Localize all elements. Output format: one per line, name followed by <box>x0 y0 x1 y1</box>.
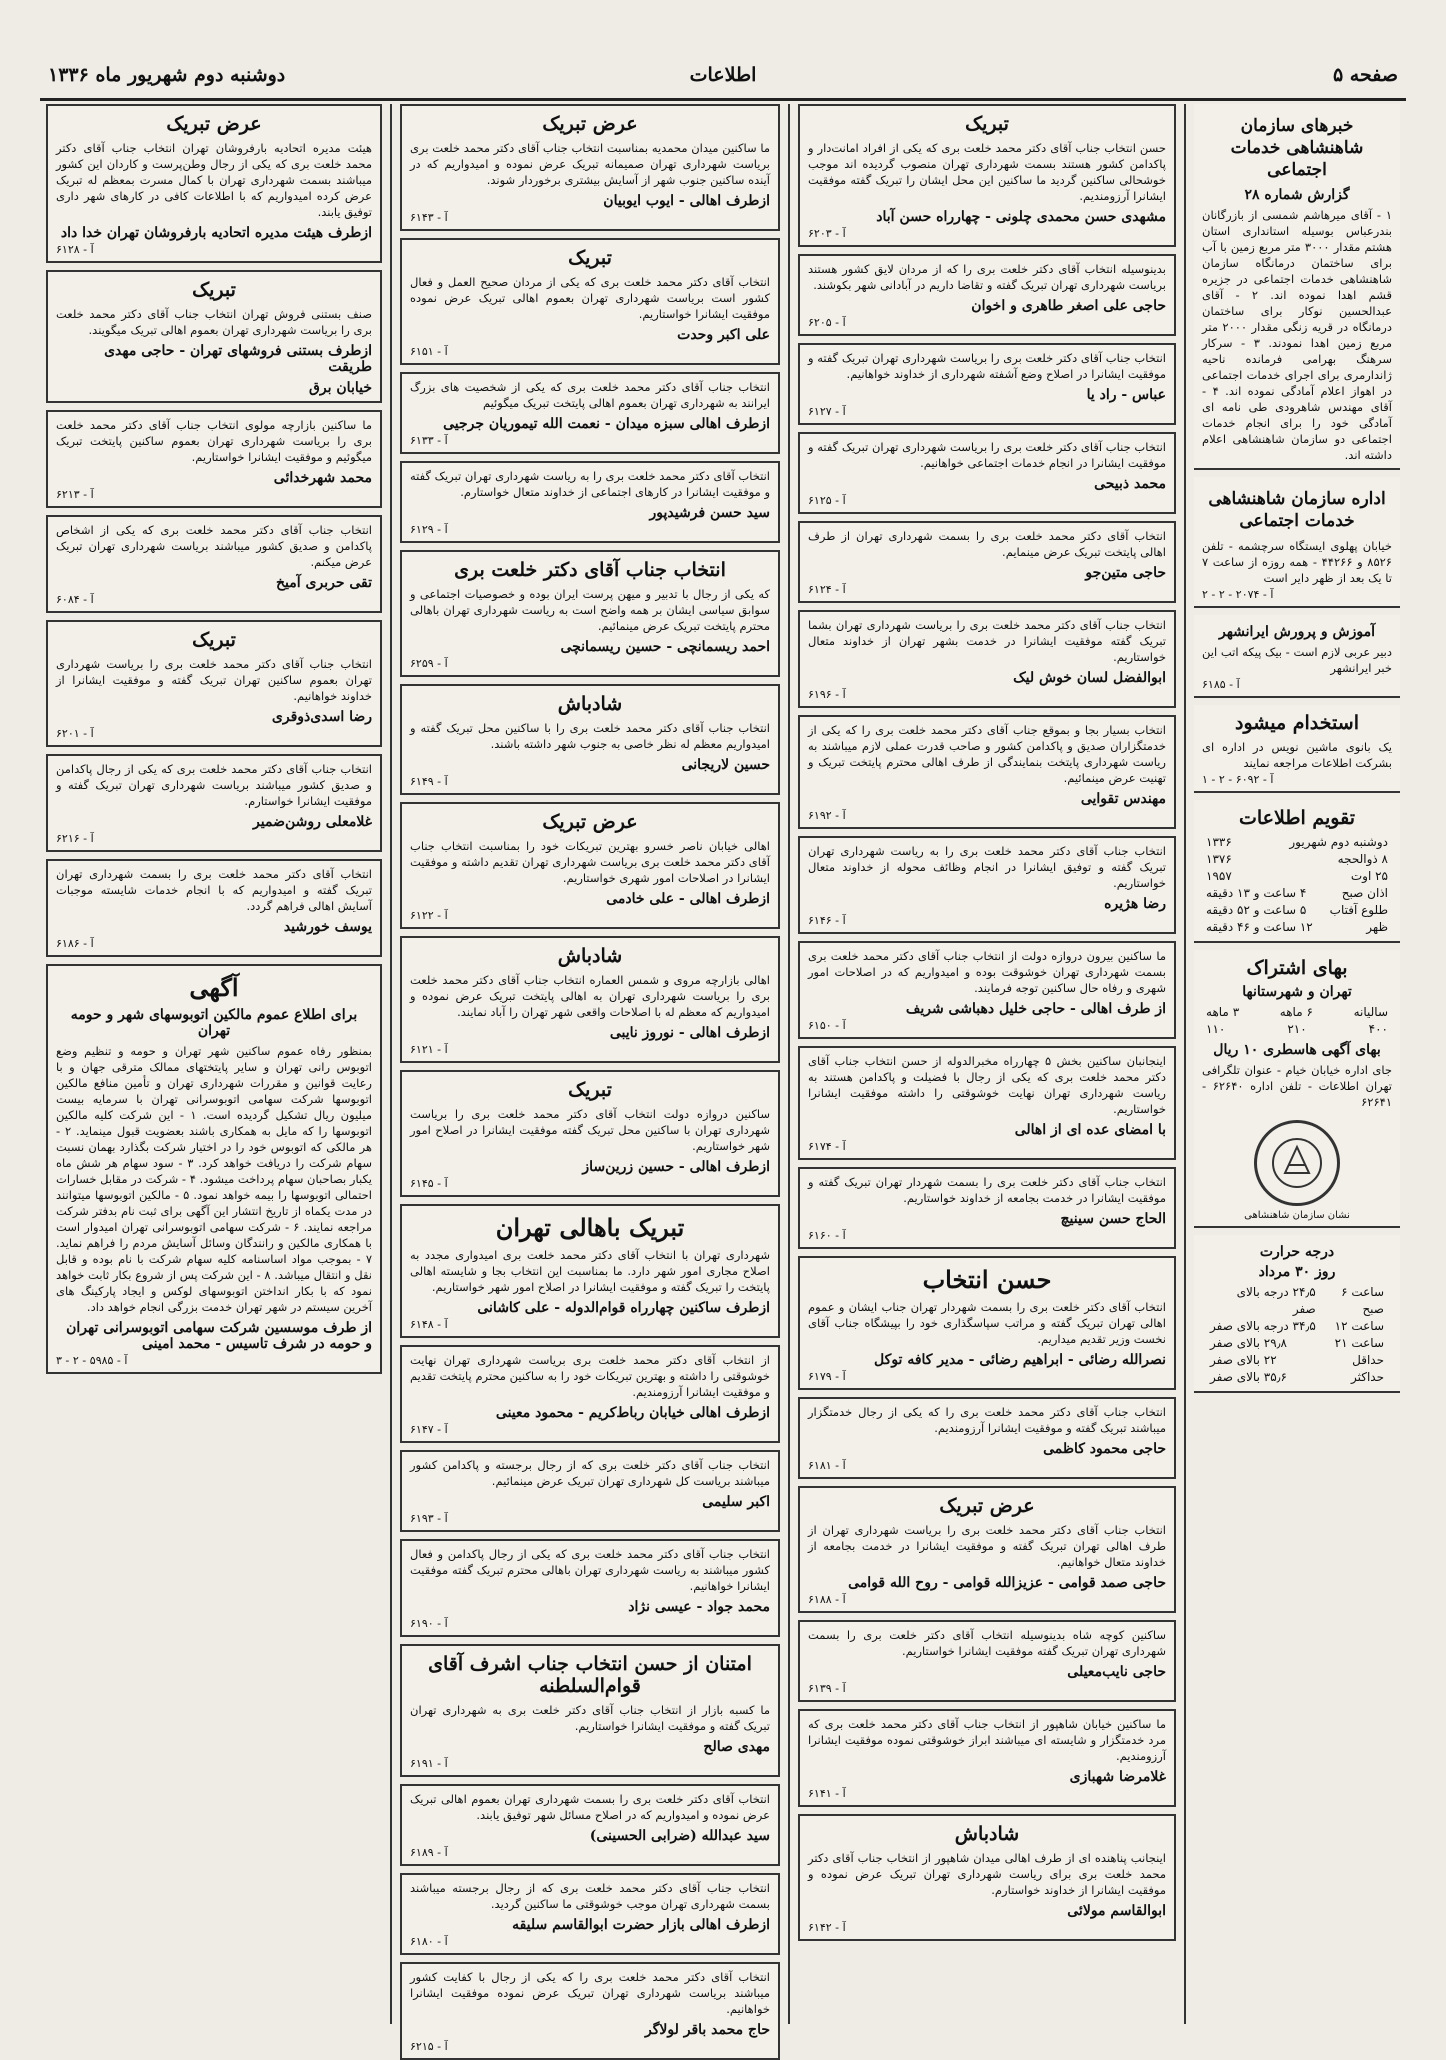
calendar-row <box>1202 885 1392 902</box>
notice-code: آ - ۶۱۲۵ <box>808 494 846 507</box>
notice-body: انتخاب آقای دکتر خلعت بری را بسمت شهردار تهران جناب ایشان و عموم اهالی تهران تبریک گفته و مراتب سپاسگذاری خود را بپیشگاه جناب آقای نخست وزیر تقدیم میداریم. <box>808 1300 1166 1346</box>
news-subtitle: گزارش شماره ۲۸ <box>1244 187 1350 203</box>
notice-code: آ - ۶۰۸۴ <box>56 593 94 606</box>
notice-signature: ازطرف اهالی بازار حضرت ابوالقاسم سلیقه <box>512 1917 770 1933</box>
temperature-row <box>1206 1369 1388 1386</box>
notice-box <box>798 1256 1176 1390</box>
notice-box <box>400 1784 780 1866</box>
price-table <box>1202 1004 1392 1038</box>
notice-code: آ - ۶۱۸۰ <box>410 1935 448 1948</box>
notice-title: عرض تبریک <box>542 811 638 833</box>
notice-signature: مهدی صالح <box>703 1739 770 1755</box>
notice-signature: حاجی علی اصغر طاهری و اخوان <box>971 298 1166 314</box>
notice-signature: اکبر سلیمی <box>702 1494 770 1510</box>
notice-box <box>798 836 1176 934</box>
notice-signature: علی اکبر وحدت <box>677 327 770 343</box>
notice-body: که یکی از رجال با تدبیر و میهن پرست ایران بوده و خصوصیات اجتماعی و سوابق سیاسی ایشان بر همه واضح است به ریاست شهرداری تهران باهالی محترم پایتخت تبریک عرض مینمائیم. <box>410 587 770 633</box>
hire-body: یک بانوی ماشین نویس در اداره ای بشرکت اطلاعات مراجعه نمایند <box>1202 740 1392 770</box>
notice-signature: رضا اسدی‌ذوقری <box>271 709 372 725</box>
notice-body: انتخاب آقای دکتر خلعت بری را بسمت شهرداری تهران بعموم اهالی تبریک عرض نموده و امیدواریم که در اصلاح مسائل شهر توفیق یابند. <box>410 1792 770 1822</box>
temperature-row <box>1206 1318 1388 1335</box>
notice-body: ساکنین دروازه دولت انتخاب آقای دکتر محمد خلعت بری را بریاست شهرداری تهران با ساکنین محل تبریک گفته موفقیت ایشانرا در اصلاح امور شهر خواستاریم. <box>410 1107 770 1153</box>
notice-code: آ - ۵۹۸۵ - ۲ - ۳ <box>56 1354 128 1367</box>
notice-body: صنف بستنی فروش تهران انتخاب جناب آقای دکتر محمد خلعت بری را بریاست شهرداری تهران بعموم اهالی تبریک میگویند. <box>56 307 372 337</box>
notice-title: عرض تبریک <box>542 113 638 135</box>
notice-signature: سید حسن فرشیدپور <box>649 505 770 521</box>
price-title: بهای اشتراک <box>1246 957 1348 979</box>
notice-signature: عباس - راد یا <box>1086 387 1166 403</box>
notice-signature: تقی حربری آمیخ <box>275 575 372 591</box>
price-section <box>1194 950 1400 1228</box>
notice-body: ما ساکنین خیابان شاهپور از انتخاب جناب آقای دکتر محمد خلعت بری که مرد خدمتگزار و شایسته ای میباشند ابراز خوشوقتی نموده موفقیت ایشانرا آرزومندیم. <box>808 1717 1166 1763</box>
notice-code: آ - ۶۱۹۱ <box>410 1757 448 1770</box>
notice-title: تبریک <box>965 113 1009 135</box>
notice-code: آ - ۶۱۸۶ <box>56 937 94 950</box>
notice-title: شادباش <box>954 1823 1020 1845</box>
notice-code: آ - ۶۲۰۱ <box>56 727 94 740</box>
calendar-label: اذان صبح <box>1341 886 1388 900</box>
notice-code: آ - ۶۱۳۳ <box>410 434 448 447</box>
notice-box <box>798 941 1176 1039</box>
temperature-value: ۳۴٫۵ درجه بالای صفر <box>1210 1319 1316 1333</box>
notice-box <box>46 964 382 1374</box>
notice-body: انتخاب جناب آقای دکتر محمد خلعت بری را با ساکنین محل تبریک گفته و امیدواریم معظم له نظر خاصی به جنوب شهر داشته باشند. <box>410 721 770 751</box>
notice-title: تبریک <box>568 1079 612 1101</box>
notice-code: آ - ۶۲۱۶ <box>56 832 94 845</box>
calendar-value: ۱۳۳۶ <box>1206 835 1232 849</box>
price-cell: ۴۰۰ <box>1368 1022 1388 1036</box>
notice-signature: ابوالفضل لسان خوش لیک <box>1013 670 1166 686</box>
temperature-label: ساعت ۱۲ <box>1334 1319 1384 1333</box>
notice-body: بدینوسیله انتخاب آقای دکتر خلعت بری را که از مردان لایق کشور هستند بریاست شهرداری تهران تبریک گفته و تقاضا داریم در آبادانی شهر بکوشند. <box>808 262 1166 292</box>
price-cell: ۳ ماهه <box>1206 1005 1240 1019</box>
notice-box <box>400 104 780 231</box>
columns <box>40 104 1406 2053</box>
temp-title: درجه حرارت <box>1259 1244 1335 1260</box>
hire-code: آ - ۶۰۹۲ - ۲ - ۱ <box>1202 773 1274 786</box>
notice-box <box>400 238 780 365</box>
notice-signature: ازطرف اهالی - حسین زرین‌ساز <box>582 1159 770 1175</box>
notice-code: آ - ۶۱۴۲ <box>808 1921 846 1934</box>
news-title: خبرهای سازمان شاهنشاهی خدمات اجتماعی <box>1230 116 1364 180</box>
notice-title: انتخاب جناب آقای دکتر خلعت بری <box>454 559 726 581</box>
notice-box <box>400 1070 780 1197</box>
notice-box <box>400 1450 780 1532</box>
notice-code: آ - ۶۱۴۸ <box>410 1318 448 1331</box>
school-code: آ - ۶۱۸۵ <box>1202 678 1240 691</box>
column-divider <box>390 104 392 2024</box>
notice-signature: ازطرف اهالی - نوروز نایبی <box>609 1025 770 1041</box>
notice-body: انتخاب آقای دکتر محمد خلعت بری را بسمت شهرداری تهران از طرف اهالی پایتخت تبریک عرض مینمایم. <box>808 529 1166 559</box>
notice-signature: الحاج حسن سینیچ <box>1060 1211 1166 1227</box>
notice-code: آ - ۶۱۷۴ <box>808 1140 846 1153</box>
notice-box <box>400 550 780 677</box>
calendar-title: تقویم اطلاعات <box>1238 807 1355 829</box>
notice-body: انتخاب جناب آقای دکتر محمد خلعت بری که یکی از رجال پاکدامن و صدیق کشور میباشند بریاست شهرداری تهران تبریک گفته و موفقیت ایشانرا خواستارم. <box>56 762 372 808</box>
notice-signature: ازطرف اهالی سبزه میدان - نعمت الله تیموریان جرجیی <box>443 416 770 432</box>
price-row <box>1202 1021 1392 1038</box>
notice-code: آ - ۶۱۶۰ <box>808 1229 846 1242</box>
notice-signature: ازطرف بستنی فروشهای تهران - حاجی مهدی طریقت <box>104 343 372 375</box>
notice-body: اینجانب پناهنده ای از طرف اهالی میدان شاهپور از انتخاب جناب آقای دکتر محمد خلعت بری برای ریاست شهرداری تهران تبریک عرض نموده و موفقیت ایشانرا از خداوند خواستارم. <box>808 1851 1166 1897</box>
notice-box <box>46 620 382 747</box>
notice-code: آ - ۶۱۴۶ <box>808 914 846 927</box>
notice-signature: ازطرف اهالی - علی خادمی <box>606 891 770 907</box>
price-single: بهای آگهی هاسطری ۱۰ ریال <box>1213 1042 1381 1058</box>
notice-title: تبریک <box>568 247 612 269</box>
notice-body: ما ساکنین بازارچه مولوی انتخاب جناب آقای دکتر محمد خلعت بری را بریاست شهرداری تهران بعموم ساکنین پایتخت تبریک میگوئیم و موفقیت ایشانرا خواستاریم. <box>56 418 372 464</box>
notice-box <box>798 1814 1176 1941</box>
notice-body: شهرداری تهران با انتخاب آقای دکتر محمد خلعت بری امیدواری مجدد به اصلاح مجاری امور شهر دارد. ما بمناسبت این انتخاب بجا و شایسته اهالی پایتخت را تبریک گفته و موفقیت ایشانرا در اصلاح امور شهر خواستاریم. <box>410 1248 770 1294</box>
office-section <box>1194 477 1400 608</box>
notice-code: آ - ۶۱۴۷ <box>410 1423 448 1436</box>
hire-title: استخدام میشود <box>1235 712 1359 734</box>
notice-box <box>46 515 382 613</box>
notice-body: انتخاب آقای دکتر محمد خلعت بری را که یکی از رجال با کفایت کشور میباشند بریاست شهرداری تهران تبریک عرض نموده موفقیت ایشانرا خواهانیم. <box>410 1970 770 2016</box>
notice-code: آ - ۶۱۴۳ <box>410 211 448 224</box>
temperature-value: ۲۴٫۵ درجه بالای صفر <box>1236 1285 1316 1316</box>
page-number: صفحه ۵ <box>1332 64 1398 86</box>
notice-body: انتخاب جناب آقای دکتر خلعت بری را بریاست شهرداری تهران تبریک گفته و موفقیت ایشانرا در اصلاح وضع آشفته شهرداری از خداوند خواهانیم. <box>808 351 1166 381</box>
notice-signature: حاج محمد باقر لولاگر <box>644 2022 770 2038</box>
temperature-label: حداقل <box>1352 1353 1384 1367</box>
emblem-icon <box>1254 1120 1340 1206</box>
notice-code: آ - ۶۱۵۰ <box>808 1019 846 1032</box>
notice-box <box>46 410 382 508</box>
notice-code: آ - ۶۱۹۰ <box>410 1617 448 1630</box>
notice-code: آ - ۶۱۲۲ <box>410 909 448 922</box>
notice-title: عرض تبریک <box>939 1495 1035 1517</box>
notice-body: انتخاب آقای دکتر محمد خلعت بری را به ریاست شهرداری تهران تبریک گفته و موفقیت ایشانرا در کارهای اجتماعی از خداوند متعال خواستارم. <box>410 469 770 499</box>
notice-body: ما کسبه بازار از انتخاب جناب آقای دکتر خلعت بری به شهرداری تهران تبریک گفته و موفقیت ایشانرا خواستاریم. <box>410 1703 770 1733</box>
calendar-row <box>1202 902 1392 919</box>
notice-box <box>46 859 382 957</box>
calendar-section <box>1194 800 1400 943</box>
notice-code: آ - ۶۱۲۷ <box>808 405 846 418</box>
notice-code: آ - ۶۱۲۸ <box>56 243 94 256</box>
emblem-caption: نشان سازمان شاهنشاهی <box>1244 1210 1350 1221</box>
notice-code: آ - ۶۱۴۵ <box>410 1177 448 1190</box>
price-cell: ۱۱۰ <box>1206 1022 1226 1036</box>
notice-box <box>400 684 780 795</box>
notice-body: بمنظور رفاه عموم ساکنین شهر تهران و حومه و تنظیم وضع اتوبوس رانی تهران و سایر پایتختهای ممالک مترقی جهان و با رعایت قوانین و مقررات شهرداری تهران و تأمین منافع مالکین اتوبوسها شرکت سهامی اتوبوسرانی تهران با سرمایه بیست میلیون ریال تشکیل گردیده است. ۱ - این شرکت کلیه مالکین اتوبوسها را که مایل به همکاری باشند بعضویت قبول مینماید. ۲ - هر مالکی که اتوبوس خود را در اختیار شرکت بگذارد بهمان نسبت سهام شرکت را دریافت خواهد کرد. ۳ - سود سهام هر شش ماه یکبار بصاحبان سهام پرداخت میشود. ۴ - شرکت در مقابل خسارات احتمالی اتوبوسها را بیمه خواهد نمود. ۵ - مالکین اتوبوسها میتوانند در مدت یکماه از تاریخ انتشار این آگهی برای ثبت نام بدفتر شرکت مراجعه نمایند. ۶ - شرکت سهامی اتوبوسرانی تهران امیدوار است با همکاری مالکین و رانندگان وسائل آسایش مردم را فراهم نماید. ۷ - بموجب مواد اساسنامه کلیه سهام شرکت با نام بوده و قابل نقل و انتقال میباشد. ۸ - این شرکت پس از شروع بکار ثابت خواهد نمود که با بکار انداختن اتوبوسهای لوکس و ایجاد پارکینگ های آخرین سیستم در شهر تهران خدمت بزرگی انجام خواهد داد. <box>56 1044 373 1314</box>
notice-body: از انتخاب آقای دکتر محمد خلعت بری بریاست شهرداری تهران نهایت خوشوقتی را داشته و بهترین تبریکات خود را به ساکنین محترم پایتخت تقدیم و موفقیت ایشانرا آرزومندیم. <box>410 1353 770 1399</box>
notice-signature: محمد ذبیحی <box>1094 476 1166 492</box>
notice-body: انتخاب جناب آقای دکتر محمد خلعت بری که از رجال برجسته میباشند بسمت شهرداری تهران موجب خوشوقتی ما ساکنین گردید. <box>410 1881 770 1911</box>
notice-signature: یوسف خورشید <box>283 919 372 935</box>
calendar-row <box>1202 868 1392 885</box>
notice-box <box>400 1345 780 1443</box>
temperature-value: ۲۹٫۸ بالای صفر <box>1210 1336 1287 1350</box>
price-cell: ۶ ماهه <box>1279 1005 1313 1019</box>
notice-body: انتخاب آقای دکتر محمد خلعت بری را بسمت شهرداری تهران تبریک گفته و امیدواریم که با انجام خدمات شایسته موجبات آسایش اهالی فراهم گردد. <box>56 867 372 913</box>
notice-box <box>400 1204 780 1338</box>
notice-signature: محمد جواد - عیسی نژاد <box>628 1599 770 1615</box>
notice-code: آ - ۶۱۸۹ <box>410 1846 448 1859</box>
notice-code: آ - ۶۲۰۳ <box>808 227 846 240</box>
notice-box <box>798 1046 1176 1160</box>
notice-box <box>798 715 1176 829</box>
notice-box <box>798 1620 1176 1702</box>
temperature-table <box>1202 1284 1392 1386</box>
news-section <box>1194 104 1400 470</box>
calendar-label: طلوع آفتاب <box>1329 903 1388 917</box>
school-ad <box>1194 615 1400 698</box>
notice-box <box>46 104 382 263</box>
calendar-row <box>1202 851 1392 868</box>
notice-body: ساکنین کوچه شاه بدینوسیله انتخاب آقای دکتر خلعت بری را بسمت شهرداری تهران تبریک گفته موفقیت ایشانرا خواستاریم. <box>808 1628 1166 1658</box>
address: جای اداره خیابان خیام - عنوان تلگرافی تهران اطلاعات - تلفن اداره ۶۲۶۴۰ - ۶۲۶۴۱ <box>1202 1063 1392 1109</box>
notice-signature: حاجی متین‌جو <box>1085 565 1166 581</box>
notice-box <box>46 754 382 852</box>
calendar-label: ظهر <box>1366 920 1388 934</box>
column-divider <box>1184 104 1186 2024</box>
notice-code: آ - ۶۱۹۶ <box>808 688 846 701</box>
notice-box <box>798 254 1176 336</box>
notice-body: انتخاب جناب آقای دکتر محمد خلعت بری را بریاست شهرداری تهران بعموم ساکنین تهران تبریک گفته و موفقیت ایشانرا از خداوند خواهانیم. <box>56 657 372 703</box>
calendar-value: ۱۹۵۷ <box>1206 869 1232 883</box>
notice-signature: از طرف موسسین شرکت سهامی اتوبوسرانی تهران و حومه در شرف تاسیس - محمد امینی <box>66 1320 372 1352</box>
school-body: دبیر عربی لازم است - بیک پیکه اتب این خبر ایرانشهر <box>1202 645 1392 675</box>
notice-body: انتخاب جناب آقای دکتر محمد خلعت بری را که یکی از رجال خدمتگزار میباشند تبریک گفته و موفقیت ایشانرا آرزومندیم. <box>808 1405 1166 1435</box>
calendar-value: ۵ ساعت و ۵۲ دقیقه <box>1206 903 1307 917</box>
calendar-label: ۲۵ اوت <box>1350 869 1388 883</box>
notice-signature: حاجی محمود کاظمی <box>1043 1441 1166 1457</box>
notice-box <box>798 104 1176 247</box>
notice-body: انتخاب جناب آقای دکتر محمد خلعت بری که یکی از رجال پاکدامن و فعال کشور میباشند به ریاست شهرداری تهران باهالی محترم تبریک گفته موفقیت ایشانرا خواهانیم. <box>410 1547 770 1593</box>
notice-code: آ - ۶۱۲۱ <box>410 1043 448 1056</box>
office-title: اداره سازمان شاهنشاهی خدمات اجتماعی <box>1208 489 1386 531</box>
notice-code: آ - ۶۱۵۱ <box>410 345 448 358</box>
notice-box <box>798 343 1176 425</box>
notice-body: انتخاب جناب آقای دکتر محمد خلعت بری را بریاست شهرداری تهران از طرف اهالی تهران تبریک گفته و موفقیت ایشانرا در خدمت بجامعه از خداوند متعال خواهانیم. <box>808 1523 1166 1569</box>
price-cell: سالیانه <box>1353 1005 1388 1019</box>
notice-box <box>798 610 1176 708</box>
notice-signature: از طرف اهالی - حاجی خلیل دهباشی شریف <box>905 1001 1166 1017</box>
notice-code: آ - ۶۱۴۹ <box>410 775 448 788</box>
price-cell: ۲۱۰ <box>1287 1022 1307 1036</box>
notice-body: انتخاب جناب آقای دکتر محمد خلعت بری را به ریاست شهرداری تهران تبریک گفته و توفیق ایشانرا در انجام وظائف محوله از خداوند متعال خواستاریم. <box>808 844 1166 890</box>
notice-subtitle: برای اطلاع عموم مالکین اتوبوسهای شهر و حومه تهران <box>70 1007 358 1039</box>
notice-box <box>798 432 1176 514</box>
calendar-value: ۱۳۷۶ <box>1206 852 1232 866</box>
temp-subtitle: روز ۳۰ مرداد <box>1258 1264 1336 1280</box>
notice-body: انتخاب جناب آقای دکتر خلعت بری را بریاست شهرداری تهران تبریک گفته و موفقیت ایشانرا در انجام خدمات اجتماعی خواهانیم. <box>808 440 1166 470</box>
notice-box <box>400 1644 780 1777</box>
calendar-label: ۸ ذوالحجه <box>1337 852 1388 866</box>
notice-signature-2: خیابان برق <box>309 380 372 396</box>
notice-box <box>798 1397 1176 1479</box>
notice-signature: رضا هژیره <box>1104 896 1166 912</box>
price-subtitle: تهران و شهرستانها <box>1242 984 1352 1000</box>
notice-body: انتخاب جناب آقای دکتر خلعت بری را بسمت شهردار تهران تبریک گفته و موفقیت ایشانرا در خدمت بجامعه از خداوند خواستاریم. <box>808 1175 1166 1205</box>
office-body: خیابان پهلوی ایستگاه سرچشمه - تلفن ۸۵۲۶ و ۴۴۲۶۶ - همه روزه از ساعت ۷ تا یک بعد از ظهر دایر است <box>1202 539 1392 585</box>
notice-box <box>46 270 382 403</box>
page-header <box>40 58 1406 101</box>
notice-signature: سید عبدالله (ضرابی الحسینی) <box>589 1828 770 1844</box>
notice-code: آ - ۶۱۸۸ <box>808 1593 846 1606</box>
notice-code: آ - ۶۱۴۱ <box>808 1787 846 1800</box>
notice-signature: ازطرف اهالی خیابان رباط‌کریم - محمود معینی <box>495 1405 770 1421</box>
notice-box <box>798 1709 1176 1807</box>
notice-code: آ - ۶۲۱۳ <box>56 488 94 501</box>
notice-body: اینجانبان ساکنین بخش ۵ چهارراه مخبرالدوله از حسن انتخاب جناب آقای دکتر محمد خلعت بری که یکی از رجال با فضیلت و پاکدامن هستند به ریاست شهرداری تهران نهایت خوشوقتی را داشته موفقیت ایشانرا خواستاریم. <box>808 1054 1166 1116</box>
notice-code: آ - ۶۲۰۵ <box>808 316 846 329</box>
notice-title: شادباش <box>557 693 623 715</box>
notice-title: آگهی <box>189 973 239 1002</box>
notice-signature: حاجی صمد قوامی - عزیزالله قوامی - روح الله قوامی <box>848 1575 1166 1591</box>
notice-signature: ازطرف ساکنین چهارراه قوام‌الدوله - علی کاشانی <box>477 1300 770 1316</box>
notice-body: ما ساکنین میدان محمدیه بمناسبت انتخاب جناب آقای دکتر محمد خلعت بری بریاست شهرداری تهران صمیمانه تبریک عرض نموده و امیدواریم که در آینده ساکنین جنوب شهر از آسایش بیشتری برخوردار شوند. <box>410 141 770 187</box>
notice-box <box>798 1167 1176 1249</box>
notice-code: آ - ۶۲۵۹ <box>410 657 448 670</box>
notice-body: انتخاب بسیار بجا و بموقع جناب آقای دکتر محمد خلعت بری را که یکی از خدمتگزاران صدیق و پاکدامن کشور و صاحب قدرت عملی لازم میباشند به ریاست شهرداری پایتخت بنمایندگی از طرف اهالی محترم پایتخت تبریک و تهنیت عرض مینمائیم. <box>808 723 1166 785</box>
column-4 <box>40 104 388 2024</box>
notice-box <box>400 1539 780 1637</box>
temperature-row <box>1206 1284 1388 1318</box>
notice-signature: غلامعلی روشن‌ضمیر <box>253 814 372 830</box>
calendar-value: ۴ ساعت و ۱۳ دقیقه <box>1206 886 1307 900</box>
price-row <box>1202 1004 1392 1021</box>
calendar-row <box>1202 919 1392 936</box>
notice-box <box>400 372 780 454</box>
notice-code: آ - ۶۱۹۲ <box>808 809 846 822</box>
temperature-row <box>1206 1352 1388 1369</box>
school-title: آموزش و پرورش ایرانشهر <box>1218 624 1376 640</box>
notice-title: عرض تبریک <box>166 113 262 135</box>
notice-body: اهالی بازارچه مروی و شمس العماره انتخاب جناب آقای دکتر محمد خلعت بری را بریاست شهرداری تهران به اهالی پایتخت تبریک عرض نموده و امیدواریم که معظم له با اصلاحات واقعی شهر تهران را آباد نمایند. <box>410 973 770 1019</box>
notice-body: اهالی خیابان ناصر خسرو بهترین تبریکات خود را بمناسبت انتخاب جناب آقای دکتر محمد خلعت بری بریاست شهرداری تهران تقدیم داشته و موفقیت ایشانرا در اصلاحات امور شهری خواستاریم. <box>410 839 770 885</box>
newspaper-name: اطلاعات <box>689 64 757 86</box>
notice-box <box>400 1962 780 2060</box>
notice-code: آ - ۶۱۸۱ <box>808 1459 846 1472</box>
column-divider <box>788 104 790 2024</box>
office-code: آ - ۲۰۷۴ - ۲ - ۲ <box>1202 588 1274 601</box>
notice-signature: نصرالله رضائی - ابراهیم رضائی - مدیر کافه توکل <box>874 1352 1166 1368</box>
notice-box <box>798 1486 1176 1613</box>
notice-code: آ - ۶۱۲۹ <box>410 523 448 536</box>
notice-body: انتخاب جناب آقای دکتر محمد خلعت بری را بریاست شهرداری تهران بشما تبریک گفته موفقیت ایشانرا در خدمت بشهر تهران از خداوند متعال خواستاریم. <box>808 618 1166 664</box>
notice-signature: با امضای عده ای از اهالی <box>1014 1122 1166 1138</box>
notice-body: انتخاب جناب آقای دکتر محمد خلعت بری که یکی از اشخاص پاکدامن و صدیق کشور میباشند بریاست شهرداری تهران تبریک عرض میکنم. <box>56 523 372 569</box>
notice-title: تبریک <box>192 279 236 301</box>
notice-title: امتنان از حسن انتخاب جناب اشرف آقای قوام‌السلطنه <box>428 1653 752 1697</box>
notice-signature: ابوالقاسم مولائی <box>1067 1903 1166 1919</box>
notice-signature: حاجی نایب‌معیلی <box>1067 1664 1166 1680</box>
notice-code: آ - ۶۱۷۹ <box>808 1370 846 1383</box>
notice-box <box>400 1873 780 1955</box>
temperature-value: ۳۵٫۶ بالای صفر <box>1210 1370 1287 1384</box>
notice-title: حسن انتخاب <box>922 1265 1052 1294</box>
calendar-label: دوشنبه دوم شهریور <box>1289 835 1388 849</box>
notice-signature: ازطرف هیئت مدیره اتحادیه بارفروشان تهران خدا داد <box>60 225 372 241</box>
temperature-value: ۲۲ بالای صفر <box>1210 1353 1277 1367</box>
temperature-section <box>1194 1235 1400 1393</box>
temperature-label: ساعت ۲۱ <box>1334 1336 1384 1350</box>
sidebar-column <box>1188 104 1406 2024</box>
notice-body: حسن انتخاب جناب آقای دکتر محمد خلعت بری که یکی از افراد امانت‌دار و پاکدامن کشور هستند بسمت شهرداری تهران منصوب گردیده اند موجب خوشحالی ساکنین گردید ما ساکنین این محل ایشان را تبریک گفته موفقیت ایشانرا آرزومندیم. <box>808 141 1166 203</box>
notice-code: آ - ۶۲۱۵ <box>410 2040 448 2053</box>
notice-signature: حسین لاریجانی <box>681 757 770 773</box>
notice-box <box>400 936 780 1063</box>
issue-date: دوشنبه دوم شهریور ماه ۱۳۳۶ <box>48 64 286 86</box>
column-3 <box>394 104 786 2053</box>
notice-box <box>798 521 1176 603</box>
notice-box <box>400 461 780 543</box>
notice-signature: مشهدی حسن محمدی چلونی - چهارراه حسن آباد <box>876 209 1166 225</box>
temperature-row <box>1206 1335 1388 1352</box>
notice-body: انتخاب جناب آقای دکتر محمد خلعت بری که یکی از شخصیت های بزرگ ایرانند به شهرداری تهران بعموم اهالی پایتخت تبریک میگوئیم <box>410 380 770 410</box>
notice-code: آ - ۶۱۳۹ <box>808 1682 846 1695</box>
notice-body: هیئت مدیره اتحادیه بارفروشان تهران انتخاب جناب آقای دکتر محمد خلعت بری که یکی از رجال وطن‌پرست و کاردان این کشور میباشند بسمت شهرداری تهران با کمال مسرت بمعظم له تبریک عرض کرده امیدواریم که با اطلاعات کافی در کارهای شهر داری توفیق یابند. <box>56 141 372 219</box>
hire-ad <box>1194 705 1400 793</box>
news-body: ۱ - آقای میرهاشم شمسی از بازرگانان بندرعباس بوسیله استانداری استان هشتم مقدار ۳۰۰۰ متر مربع زمین با آب برای ساختمان درمانگاه سازمان شاهنشاهی خدمات اجتماعی در جزیره قشم اهدا نموده اند. ۲ - آقای عبدالحسین نوکار برای ساختمان درمانگاه در قریه زنگی مقدار ۲۰۰۰ متر مربع زمین اهدا نمودند. ۳ - سرکار سرهنگ بهرامی فرمانده ناحیه ژاندارمری برای اجرای خدمات اجتماعی در اهواز اعلام آمادگی نموده اند. ۴ - آقای مهندس شاهرودی طی نامه ای آمادگی خود را برای انجام خدمات اجتماعی دو سازمان شاهنشاهی اعلام داشته اند. <box>1202 208 1392 462</box>
notice-signature: مهندس تقوایی <box>1080 791 1166 807</box>
notice-title: شادباش <box>557 945 623 967</box>
calendar-list <box>1202 834 1392 936</box>
calendar-value: ۱۲ ساعت و ۴۶ دقیقه <box>1206 920 1313 934</box>
notice-code: آ - ۶۱۲۴ <box>808 583 846 596</box>
notice-signature: غلامرضا شهبازی <box>1069 1769 1166 1785</box>
notice-body: ما ساکنین بیرون دروازه دولت از انتخاب جناب آقای دکتر محمد خلعت بری بسمت شهرداری تهران خوشوقت بوده و امیدواریم که در اصلاحات امور شهری و رفاه حال ساکنین توجه فرمایند. <box>808 949 1166 995</box>
calendar-row <box>1202 834 1392 851</box>
notice-code: آ - ۶۱۹۳ <box>410 1512 448 1525</box>
notice-box <box>400 802 780 929</box>
notice-signature: محمد شهرخدائی <box>273 470 372 486</box>
notice-signature: احمد ریسمانچی - حسین ریسمانچی <box>560 639 770 655</box>
notice-title: تبریک باهالی تهران <box>495 1213 685 1242</box>
notice-body: انتخاب جناب آقای دکتر خلعت بری که از رجال برجسته و پاکدامن کشور میباشند بریاست کل شهرداری تهران تبریک عرض مینمائیم. <box>410 1458 770 1488</box>
notice-title: تبریک <box>192 629 236 651</box>
temperature-label: ساعت ۶ صبح <box>1341 1285 1384 1316</box>
column-2 <box>792 104 1182 2024</box>
notice-body: انتخاب آقای دکتر محمد خلعت بری که یکی از مردان صحیح العمل و فعال کشور است بریاست شهرداری تهران بعموم اهالی تبریک عرض نموده موفقیت ایشانرا خواستاریم. <box>410 275 770 321</box>
temperature-label: حداکثر <box>1350 1370 1384 1384</box>
notice-signature: ازطرف اهالی - ایوب ایوبیان <box>603 193 770 209</box>
